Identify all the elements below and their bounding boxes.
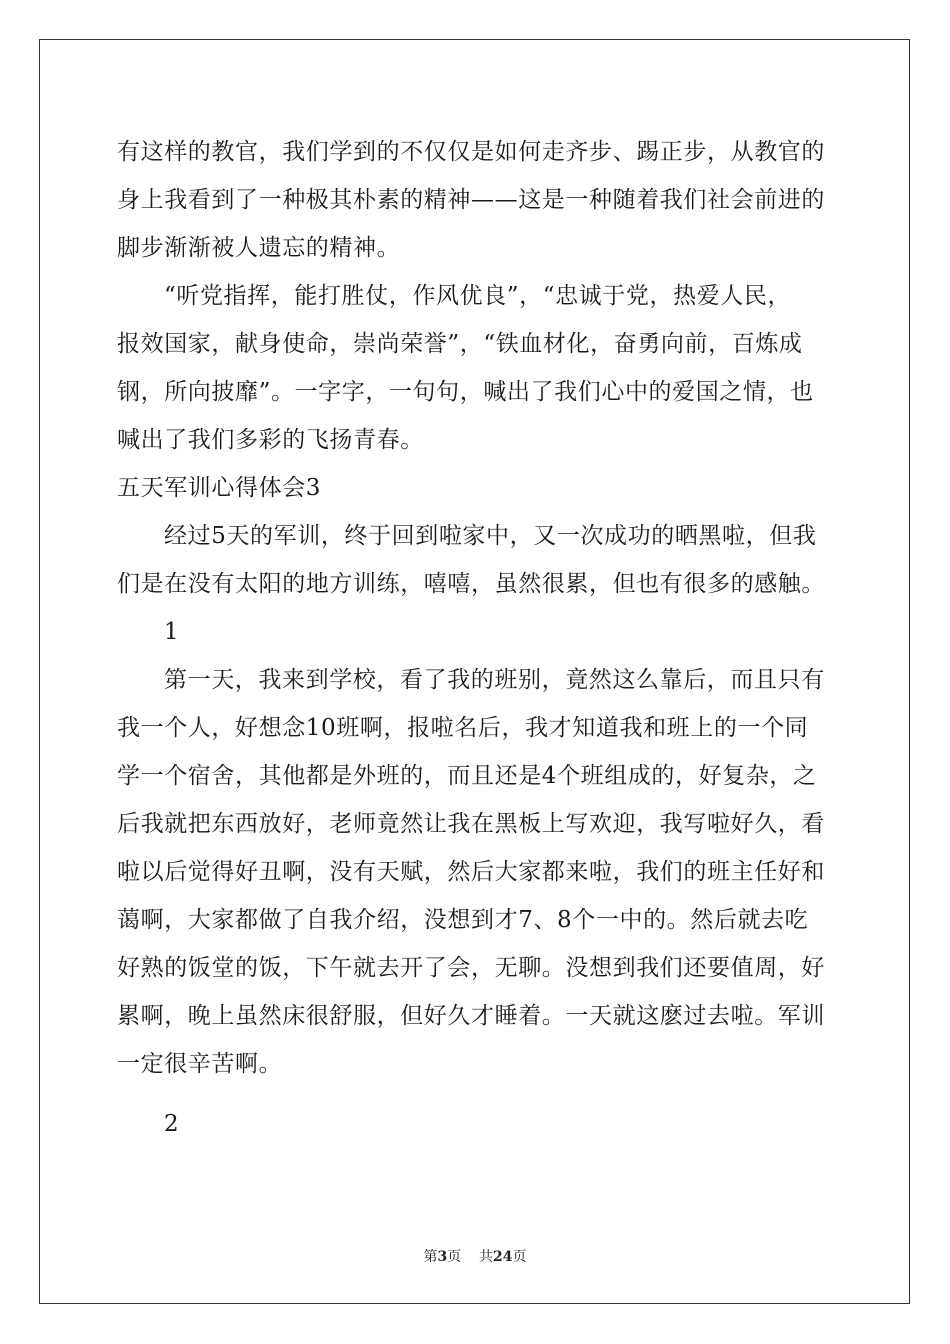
text-line: 一定很辛苦啊。	[117, 1051, 283, 1077]
footer-total-prefix: 共	[479, 1249, 494, 1265]
current-page-number: 3	[437, 1249, 448, 1265]
section-heading: 五天军训心得体会3	[117, 475, 322, 501]
text-line: 后我就把东西放好，老师竟然让我在黑板上写欢迎，我写啦好久，看	[117, 811, 825, 837]
page-footer	[0, 1246, 950, 1266]
total-pages-number: 24	[493, 1249, 513, 1265]
footer-page-unit: 页	[447, 1249, 462, 1265]
text-line: 身上我看到了一种极其朴素的精神——这是一种随着我们社会前进的	[117, 187, 825, 213]
text-line: 有这样的教官，我们学到的不仅仅是如何走齐步、踢正步，从教官的	[117, 139, 825, 165]
section-number: 1	[164, 619, 180, 645]
text-line: 啦以后觉得好丑啊，没有天赋，然后大家都来啦，我们的班主任好和	[117, 859, 825, 885]
document-body	[117, 128, 835, 1148]
text-line: 学一个宿舍，其他都是外班的，而且还是4个班组成的，好复杂，之	[117, 763, 817, 789]
text-line: 经过5天的军训，终于回到啦家中，又一次成功的晒黑啦，但我	[164, 523, 817, 549]
text-line: 好熟的饭堂的饭，下午就去开了会，无聊。没想到我们还要值周，好	[117, 955, 825, 981]
text-line: 钢，所向披靡”。一字字，一句句，喊出了我们心中的爱国之情，也	[117, 379, 814, 405]
text-line: 累啊，晚上虽然床很舒服，但好久才睡着。一天就这麽过去啦。军训	[117, 1003, 825, 1029]
text-line: 报效国家，献身使命，崇尚荣誉”，“铁血材化，奋勇向前，百炼成	[117, 331, 803, 357]
footer-total-unit: 页	[512, 1249, 527, 1265]
text-line: “听党指挥，能打胜仗，作风优良”，“忠诚于党，热爱人民，	[164, 283, 792, 309]
footer-prefix: 第	[423, 1249, 438, 1265]
text-line: 我一个人，好想念10班啊，报啦名后，我才知道我和班上的一个同	[117, 715, 809, 741]
text-line: 脚步渐渐被人遗忘的精神。	[117, 235, 401, 261]
section-number: 2	[164, 1111, 180, 1137]
text-line: 们是在没有太阳的地方训练，嘻嘻，虽然很累，但也有很多的感触。	[117, 571, 825, 597]
text-line: 蔼啊，大家都做了自我介绍，没想到才7、8个一中的。然后就去吃	[117, 907, 809, 933]
text-line: 第一天，我来到学校，看了我的班别，竟然这么靠后，而且只有	[164, 667, 825, 693]
text-line: 喊出了我们多彩的飞扬青春。	[117, 427, 424, 453]
